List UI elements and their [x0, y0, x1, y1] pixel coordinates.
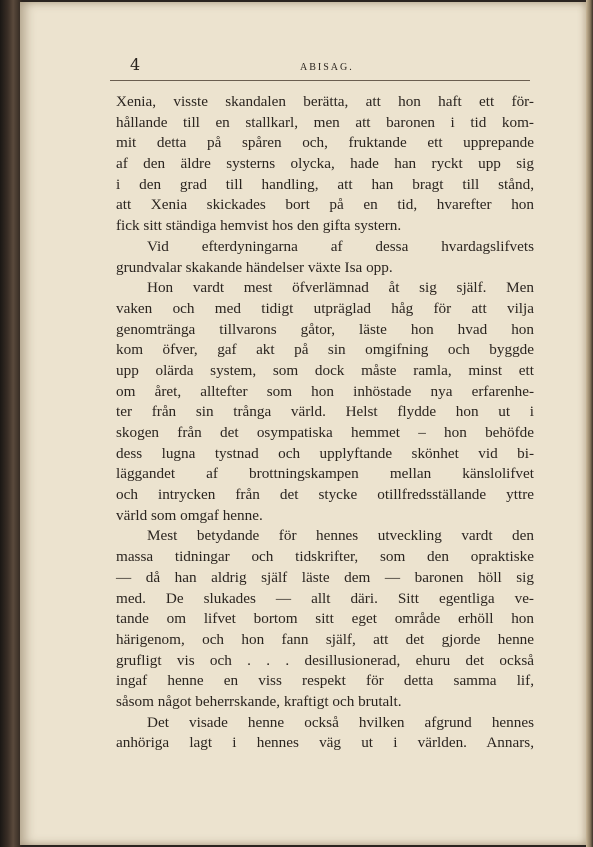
- text-line: värld som omgaf henne.: [116, 506, 263, 524]
- text-line: Mest betydande för hennes utveckling vardt den: [147, 527, 534, 545]
- running-head: ABISAG.: [300, 62, 354, 73]
- text-line: Hon vardt mest öfverlämnad åt sig själf. Men: [147, 279, 534, 297]
- text-line: massa tidningar och tidskrifter, som den opraktiske: [116, 548, 534, 566]
- text-line: såsom något beherrskande, kraftigt och brutalt.: [116, 692, 402, 710]
- text-line: Det visade henne också hvilken afgrund hennes: [147, 713, 534, 731]
- page-header: [110, 52, 530, 81]
- text-line: af den äldre systerns olycka, hade han ryckt upp sig: [116, 155, 534, 173]
- page-edge: [586, 0, 593, 847]
- text-line: grundvalar skakande händelser växte Isa opp.: [116, 258, 393, 276]
- text-line: om året, alltefter som hon inhöstade nya erfarenhe-: [116, 382, 534, 400]
- text-line: ter från sin trånga värld. Helst flydde hon ut i: [116, 403, 534, 421]
- text-line: genomtränga tillvarons gåtor, läste hon hvad hon: [116, 320, 534, 338]
- page-number: 4: [130, 55, 141, 74]
- text-line: hållande till en stallkarl, men att baronen i tid kom-: [116, 113, 534, 131]
- text-line: kom öfver, gaf akt på sin omgifning och byggde: [116, 341, 534, 359]
- text-line: skogen från det osympatiska hemmet – hon behöfde: [116, 424, 534, 441]
- text-line: läggandet af brottningskampen mellan känslolifvet: [116, 465, 534, 483]
- text-line: Vid efterdyningarna af dessa hvardagslifvets: [147, 237, 534, 255]
- text-line: fick sitt ständiga hemvist hos den gifta systern.: [116, 217, 402, 235]
- text-line: Xenia, visste skandalen berätta, att hon haft ett för-: [116, 93, 534, 110]
- text-line: ingaf henne en viss respekt för detta samma lif,: [116, 672, 534, 690]
- text-line: upp olärda system, som dock måste ramla, minst ett: [116, 361, 534, 379]
- body-text: [116, 92, 534, 754]
- text-line: mit detta på spåren och, fruktande ett upprepande: [116, 134, 534, 152]
- text-line: anhöriga lagt i hennes väg ut i världen. Annars,: [116, 734, 534, 752]
- text-line: grufligt vis och . . . desillusionerad, ehuru det också: [116, 651, 534, 669]
- book-spine: [0, 0, 22, 847]
- text-line: härigenom, och hon fann själf, att det gjorde henne: [116, 630, 534, 648]
- text-line: vaken och med tidigt utpräglad håg för att vilja: [116, 299, 534, 317]
- text-line: med. De slukades — allt däri. Sitt egentliga ve-: [116, 589, 534, 607]
- text-line: tande om lifvet bortom sitt eget område erhöll hon: [116, 610, 534, 628]
- text-line: och intrycken från det stycke otillfredsställande yttre: [116, 486, 534, 504]
- text-line: att Xenia skickades bort på en tid, hvarefter hon: [116, 196, 534, 214]
- text-line: dess lugna tystnad och upplyftande skönhet vid bi-: [116, 444, 534, 462]
- text-line: i den grad till handling, att han bragt till stånd,: [116, 175, 534, 193]
- text-line: — då han aldrig själf läste dem — baronen höll sig: [116, 568, 534, 586]
